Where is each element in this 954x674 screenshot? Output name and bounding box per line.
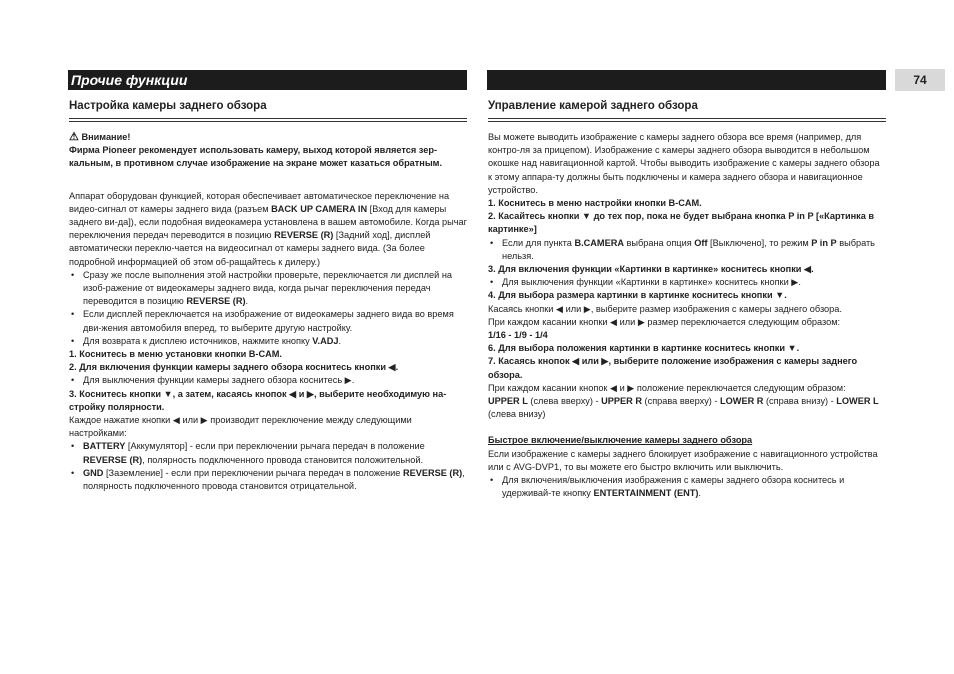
bullet-text: . [245,296,249,307]
warning-title: Внимание! [81,132,131,142]
intro-paragraph [69,190,467,269]
list-item [69,335,467,348]
intro-bold: REVERSE (R) [274,230,334,241]
step-3: 3. Коснитесь кнопки ▼, а затем, касаясь кнопок ◀ и ▶, выберите необходимую на-стройку полярности. [69,388,447,412]
list-item: • Для выключения функции камеры заднего обзора коснитесь ▶. [69,374,467,387]
option-bold: REVERSE (R) [402,467,463,478]
step-1: 1. Коснитесь в меню установки кнопки B-CAM. [69,349,282,360]
bullet-text: . [338,335,342,346]
size-text: Касаясь кнопки ◀ или ▶, выберите размер изображения с камеры заднего обзора. [488,303,842,314]
bullet-bold: REVERSE (R) [186,296,246,307]
section-title: Прочие функции [71,72,188,88]
bullet-text: выбрать нельзя. [502,237,875,261]
list-item: • Для выключения функции «Картинки в картинке» коснитесь кнопки ▶. [488,276,886,289]
position-bold: UPPER L [488,396,528,407]
list-item [69,269,467,309]
list-item [69,440,467,466]
step-3: 3. Для включения функции «Картинки в картинке» коснитесь кнопки ◀. [488,264,814,275]
left-heading: Настройка камеры заднего обзора [69,100,267,112]
step-1: 1. Коснитесь в меню настройки кнопки B-CAM. [488,198,702,209]
bullet-text: . [698,488,701,499]
list-item [69,467,467,493]
quick-heading: Быстрое включение/выключение камеры заднего обзора [488,435,753,446]
step-6: 6. Для выбора положения картинки в картинке коснитесь кнопки ▼. [488,343,800,354]
bullet-bold: ENTERTAINMENT (ENT) [593,488,699,499]
bullet-bold: V.ADJ [312,335,339,346]
intro-text: [Вход для камеры заднего ви-да]), если подобная видеокамера установлена в вашем автомобиле. Когда рычаг переключения передач переводится в позицию [69,203,467,241]
warning-triangle-icon: ⚠ [69,131,79,143]
step-7: 7. Касаясь кнопок ◀ или ▶, выберите положение изображения с камеры заднего обзора. [488,356,858,380]
quick-text: Если изображение с камеры заднего блокирует изображение с навигационного устройства или с AVG-DVP1, то вы можете его быстро включить или выключить. [488,448,878,472]
size-text: При каждом касании кнопки ◀ или ▶ размер переключается следующим образом: [488,316,841,327]
right-column [488,99,886,500]
right-heading: Управление камерой заднего обзора [488,100,698,112]
bullet-text: Сразу же после выполнения этой настройки проверьте, переключается ли дисплей на изоб-ражение от видеокамеры заднего вида, когда рычаг переключения передач переводится в позицию [83,269,453,307]
bullet-text: Для включения/выключения изображения с камеры заднего обзора коснитесь и удерживай-те кнопку [502,475,845,499]
option-text: , полярность подключенного провода становится отрицательной. [83,467,465,492]
option-text: [Заземление] - если при переключении рычага передач в положение [103,467,403,478]
position-text: (слева вверху) - [527,396,602,407]
position-bold: LOWER L [836,396,879,407]
warning-text: Фирма Pioneer рекомендует использовать камеру, выход которой является зер-кальным, в противном случае изображение на экране может казаться обратным. [69,145,443,169]
position-options [488,395,886,421]
heading-rule [488,118,886,122]
list-item [488,474,886,500]
intro-paragraph: Вы можете выводить изображение с камеры заднего обзора все время (например, для контро-ля за прицепом). Изображение с камеры заднего обзора выводится в небольшом окошке над навигационной картой. Чтобы выводить изображение с камеры заднего обзора к этому аппара-ту должны быть подключены и камера заднего обзора и навигационное устройство. [488,132,880,195]
bullet-bold: B.CAMERA [574,237,624,248]
left-column [69,99,467,493]
heading-rule [69,118,467,122]
bullet-bold: Off [694,237,708,248]
list-item [488,237,886,263]
position-bold: LOWER R [720,396,764,407]
section-header-bar-right [487,70,886,90]
bullet-text: [Выключено], то режим [707,237,812,248]
bullet-text: Если для пункта [502,237,575,248]
option-text: , полярность подключенного провода становится положительной. [142,454,424,465]
position-text: (справа внизу) - [763,396,837,407]
option-bold: BATTERY [83,441,126,452]
page-number: 74 [895,69,945,91]
intro-text: [Задний ход], дисплей автоматически переклю-чается на видеосигнал от камеры заднего вида. (За более подробной информацией об этом об-ращайтесь к дилеру.) [69,230,431,267]
intro-text: Аппарат оборудован функцией, которая обеспечивает автоматическое переключение на видео-сигнал от камеры заднего вида (разъем [69,190,450,214]
option-bold: REVERSE (R) [83,454,143,465]
bullet-text: Для возврата к дисплею источников, нажмите кнопку [83,335,313,346]
bullet-text: выбрана опция [623,237,695,248]
position-bold: UPPER R [601,396,642,407]
step-4: 4. Для выбора размера картинки в картинке коснитесь кнопки ▼. [488,290,787,301]
warning-block [69,131,467,144]
list-item: • Если дисплей переключается на изображение от видеокамеры заднего вида во время дви-жения автомобиля вперед, то выберите другую настройку. [69,308,467,334]
bullet-bold: P in P [811,237,837,248]
option-bold: GND [83,467,104,478]
position-text: При каждом касании кнопок ◀ и ▶ положение переключается следующим образом: [488,382,846,393]
step-2: 2. Для включения функции камеры заднего обзора коснитесь кнопки ◀. [69,362,399,373]
option-text: [Аккумулятор] - если при переключении рычага передач в положение [125,441,425,452]
intro-bold: BACK UP CAMERA IN [271,203,368,214]
toggle-text: Каждое нажатие кнопки ◀ или ▶ производит переключение между следующими настройками: [69,415,412,439]
step-2: 2. Касайтесь кнопки ▼ до тех пор, пока не будет выбрана кнопка P in P [«Картинка в картинке»] [488,211,875,235]
position-text: (слева внизу) [488,409,546,420]
position-text: (справа вверху) - [641,396,721,407]
size-options: 1/16 - 1/9 - 1/4 [488,330,548,341]
